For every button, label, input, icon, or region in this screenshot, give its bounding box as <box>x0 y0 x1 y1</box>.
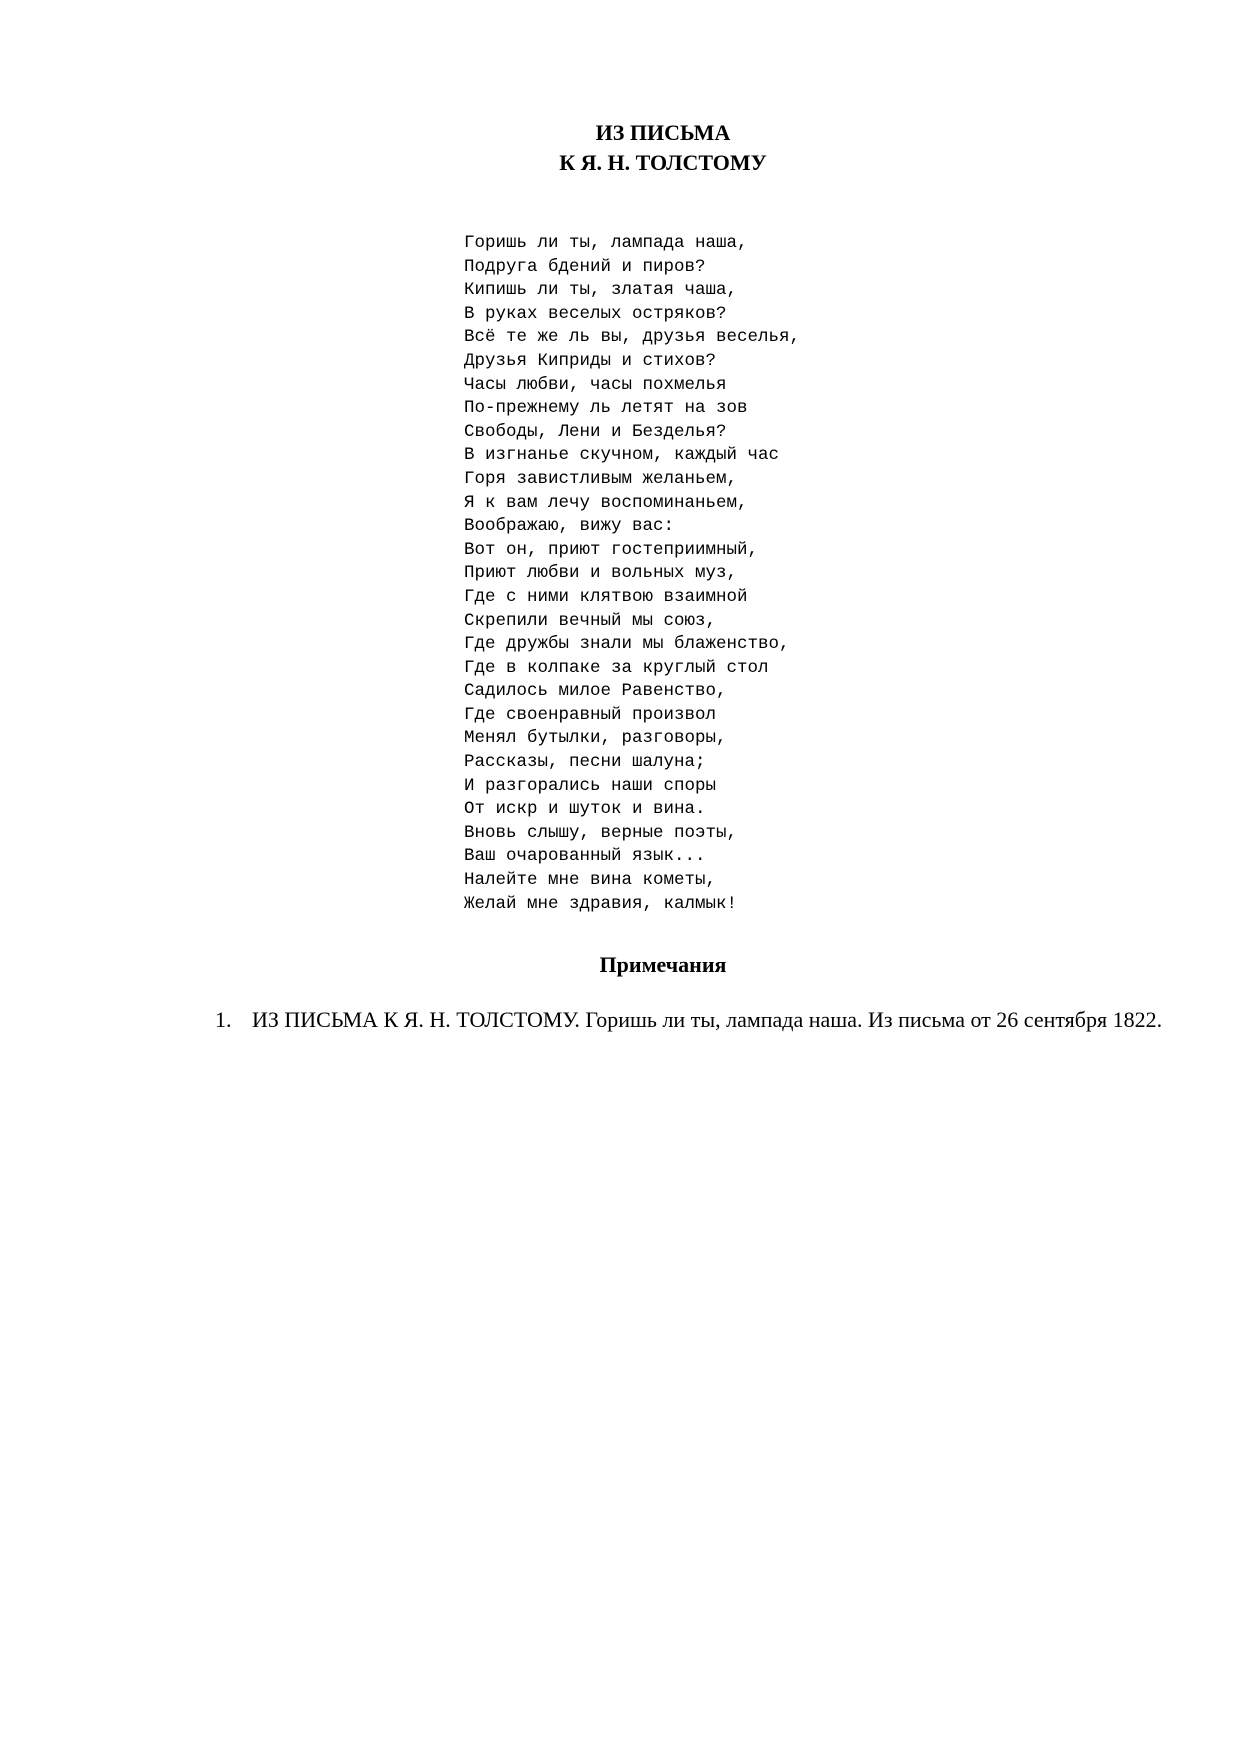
poem-line: Свободы, Лени и Безделья? <box>464 421 727 442</box>
poem-line: Горишь ли ты, лампада наша, <box>464 233 748 253</box>
poem-line: Рассказы, песни шалуна; <box>464 752 706 773</box>
poem-line: Желай мне здравия, калмык! <box>464 893 738 914</box>
poem-line: Приют любви и вольных муз, <box>464 563 738 584</box>
poem-line: В изгнанье скучном, каждый час <box>464 445 780 466</box>
poem-line: Где дружбы знали мы блаженство, <box>464 634 790 655</box>
poem-line: Горя завистливым желаньем, <box>464 468 738 489</box>
note-item <box>215 1005 1175 1035</box>
poem-line: Где с ними клятвою взаимной <box>464 586 748 607</box>
poem-line: Часы любви, часы похмелья <box>464 374 727 395</box>
poem-line: Менял бутылки, разговоры, <box>464 728 727 749</box>
poem-line: Вот он, приют гостеприимный, <box>464 539 759 560</box>
poem-line: Где в колпаке за круглый стол <box>464 657 769 678</box>
title-line-2: К Я. Н. ТОЛСТОМУ <box>559 150 767 175</box>
poem-line: Ваш очарованный язык... <box>464 846 706 867</box>
poem-line: Я к вам лечу воспоминаньем, <box>464 492 748 513</box>
poem-line: Где своенравный произвол <box>464 704 717 725</box>
poem-line: Скрепили вечный мы союз, <box>464 610 717 631</box>
poem-line: Налейте мне вина кометы, <box>464 870 717 891</box>
poem-line: И разгорались наши споры <box>464 775 717 796</box>
poem-text <box>464 232 800 916</box>
title-line-1: ИЗ ПИСЬМА <box>595 120 731 145</box>
poem-line: Подруга бдений и пиров? <box>464 256 706 277</box>
poem-line: Друзья Киприды и стихов? <box>464 350 717 371</box>
poem-line: Садилось милое Равенство, <box>464 681 727 702</box>
poem-line: Воображаю, вижу вас: <box>464 516 675 537</box>
poem-line: В руках веселых остряков? <box>464 303 727 324</box>
notes-heading: Примечания <box>599 952 727 977</box>
note-number: 1. <box>215 1007 232 1032</box>
poem-line: От искр и шуток и вина. <box>464 799 706 820</box>
notes-list <box>215 1005 1175 1035</box>
poem-line: По-прежнему ль летят на зов <box>464 398 748 419</box>
poem-line: Кипишь ли ты, златая чаша, <box>464 280 738 301</box>
poem-line: Вновь слышу, верные поэты, <box>464 822 738 843</box>
note-text: ИЗ ПИСЬМА К Я. Н. ТОЛСТОМУ. Горишь ли ты, лампада наша. Из письма от 26 сентября 1822. <box>252 1007 1163 1032</box>
poem-line: Всё те же ль вы, друзья веселья, <box>464 327 801 348</box>
page-title <box>0 118 1241 178</box>
